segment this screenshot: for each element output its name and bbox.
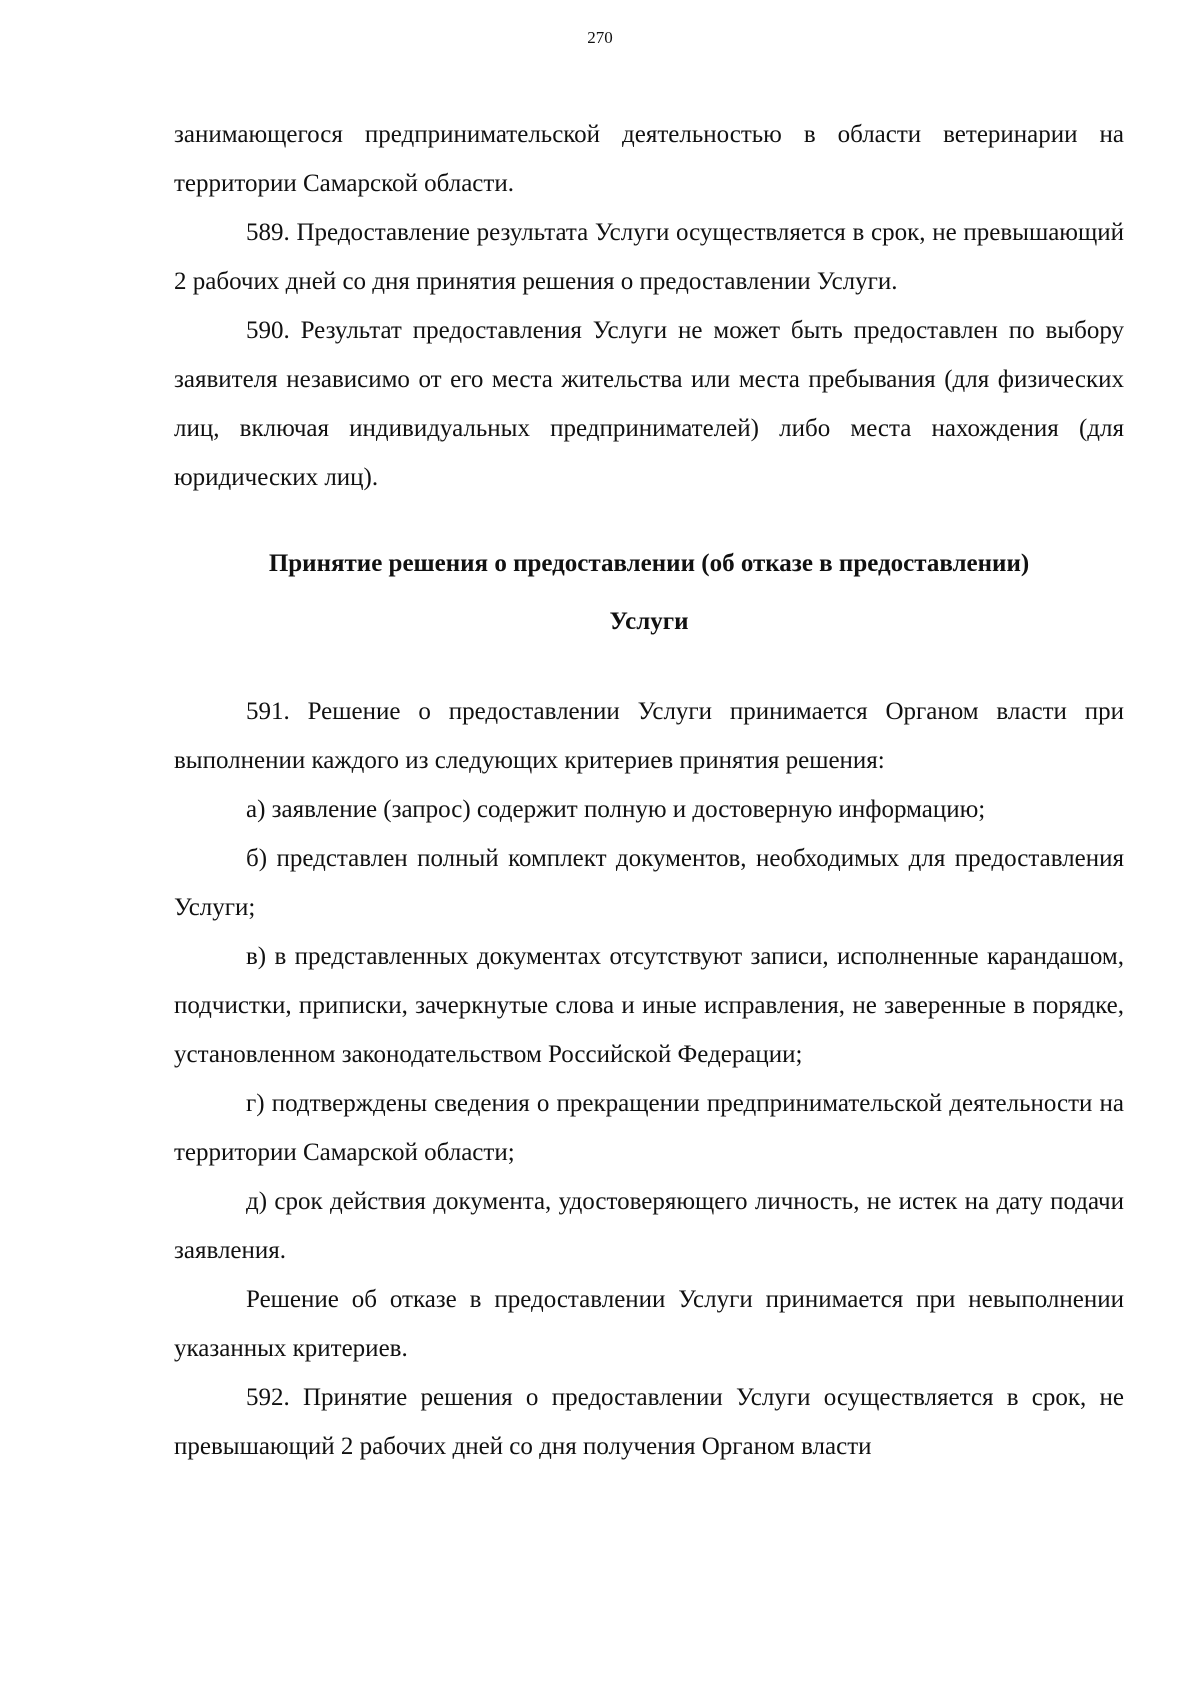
section-heading	[174, 502, 1124, 687]
criterion-v: в) в представленных документах отсутствуют записи, исполненные карандашом, подчистки, приписки, зачеркнутые слова и иные исправления, не заверенные в порядке, установленном законодательством Российской Федерации;	[174, 943, 1124, 1068]
criterion-a: а) заявление (запрос) содержит полную и достоверную информацию;	[246, 796, 986, 823]
document-body	[174, 110, 1124, 1471]
criterion-d: д) срок действия документа, удостоверяющего личность, не истек на дату подачи заявления.	[174, 1188, 1124, 1264]
paragraph-continuation: занимающегося предпринимательской деятельностью в области ветеринарии на территории Самарской области.	[174, 121, 1124, 197]
paragraph-590: 590. Результат предоставления Услуги не может быть предоставлен по выбору заявителя независимо от его места жительства или места пребывания (для физических лиц, включая индивидуальных предпринимателей) либо места нахождения (для юридических лиц).	[174, 317, 1124, 491]
section-heading-line-1: Принятие решения о предоставлении (об отказе в предоставлении)	[268, 550, 1030, 577]
page-number: 270	[587, 28, 613, 47]
criterion-b: б) представлен полный комплект документов, необходимых для предоставления Услуги;	[174, 845, 1124, 921]
paragraph-589: 589. Предоставление результата Услуги осуществляется в срок, не превышающий 2 рабочих дней со дня принятия решения о предоставлении Услуги.	[174, 219, 1124, 295]
section-heading-line-2: Услуги	[609, 608, 689, 635]
paragraph-refusal: Решение об отказе в предоставлении Услуги принимается при невыполнении указанных критериев.	[174, 1286, 1124, 1362]
criterion-g: г) подтверждены сведения о прекращении предпринимательской деятельности на территории Самарской области;	[174, 1090, 1124, 1166]
paragraph-591: 591. Решение о предоставлении Услуги принимается Органом власти при выполнении каждого из следующих критериев принятия решения:	[174, 698, 1124, 774]
paragraph-592: 592. Принятие решения о предоставлении Услуги осуществляется в срок, не превышающий 2 рабочих дней со дня получения Органом власти	[174, 1384, 1124, 1460]
